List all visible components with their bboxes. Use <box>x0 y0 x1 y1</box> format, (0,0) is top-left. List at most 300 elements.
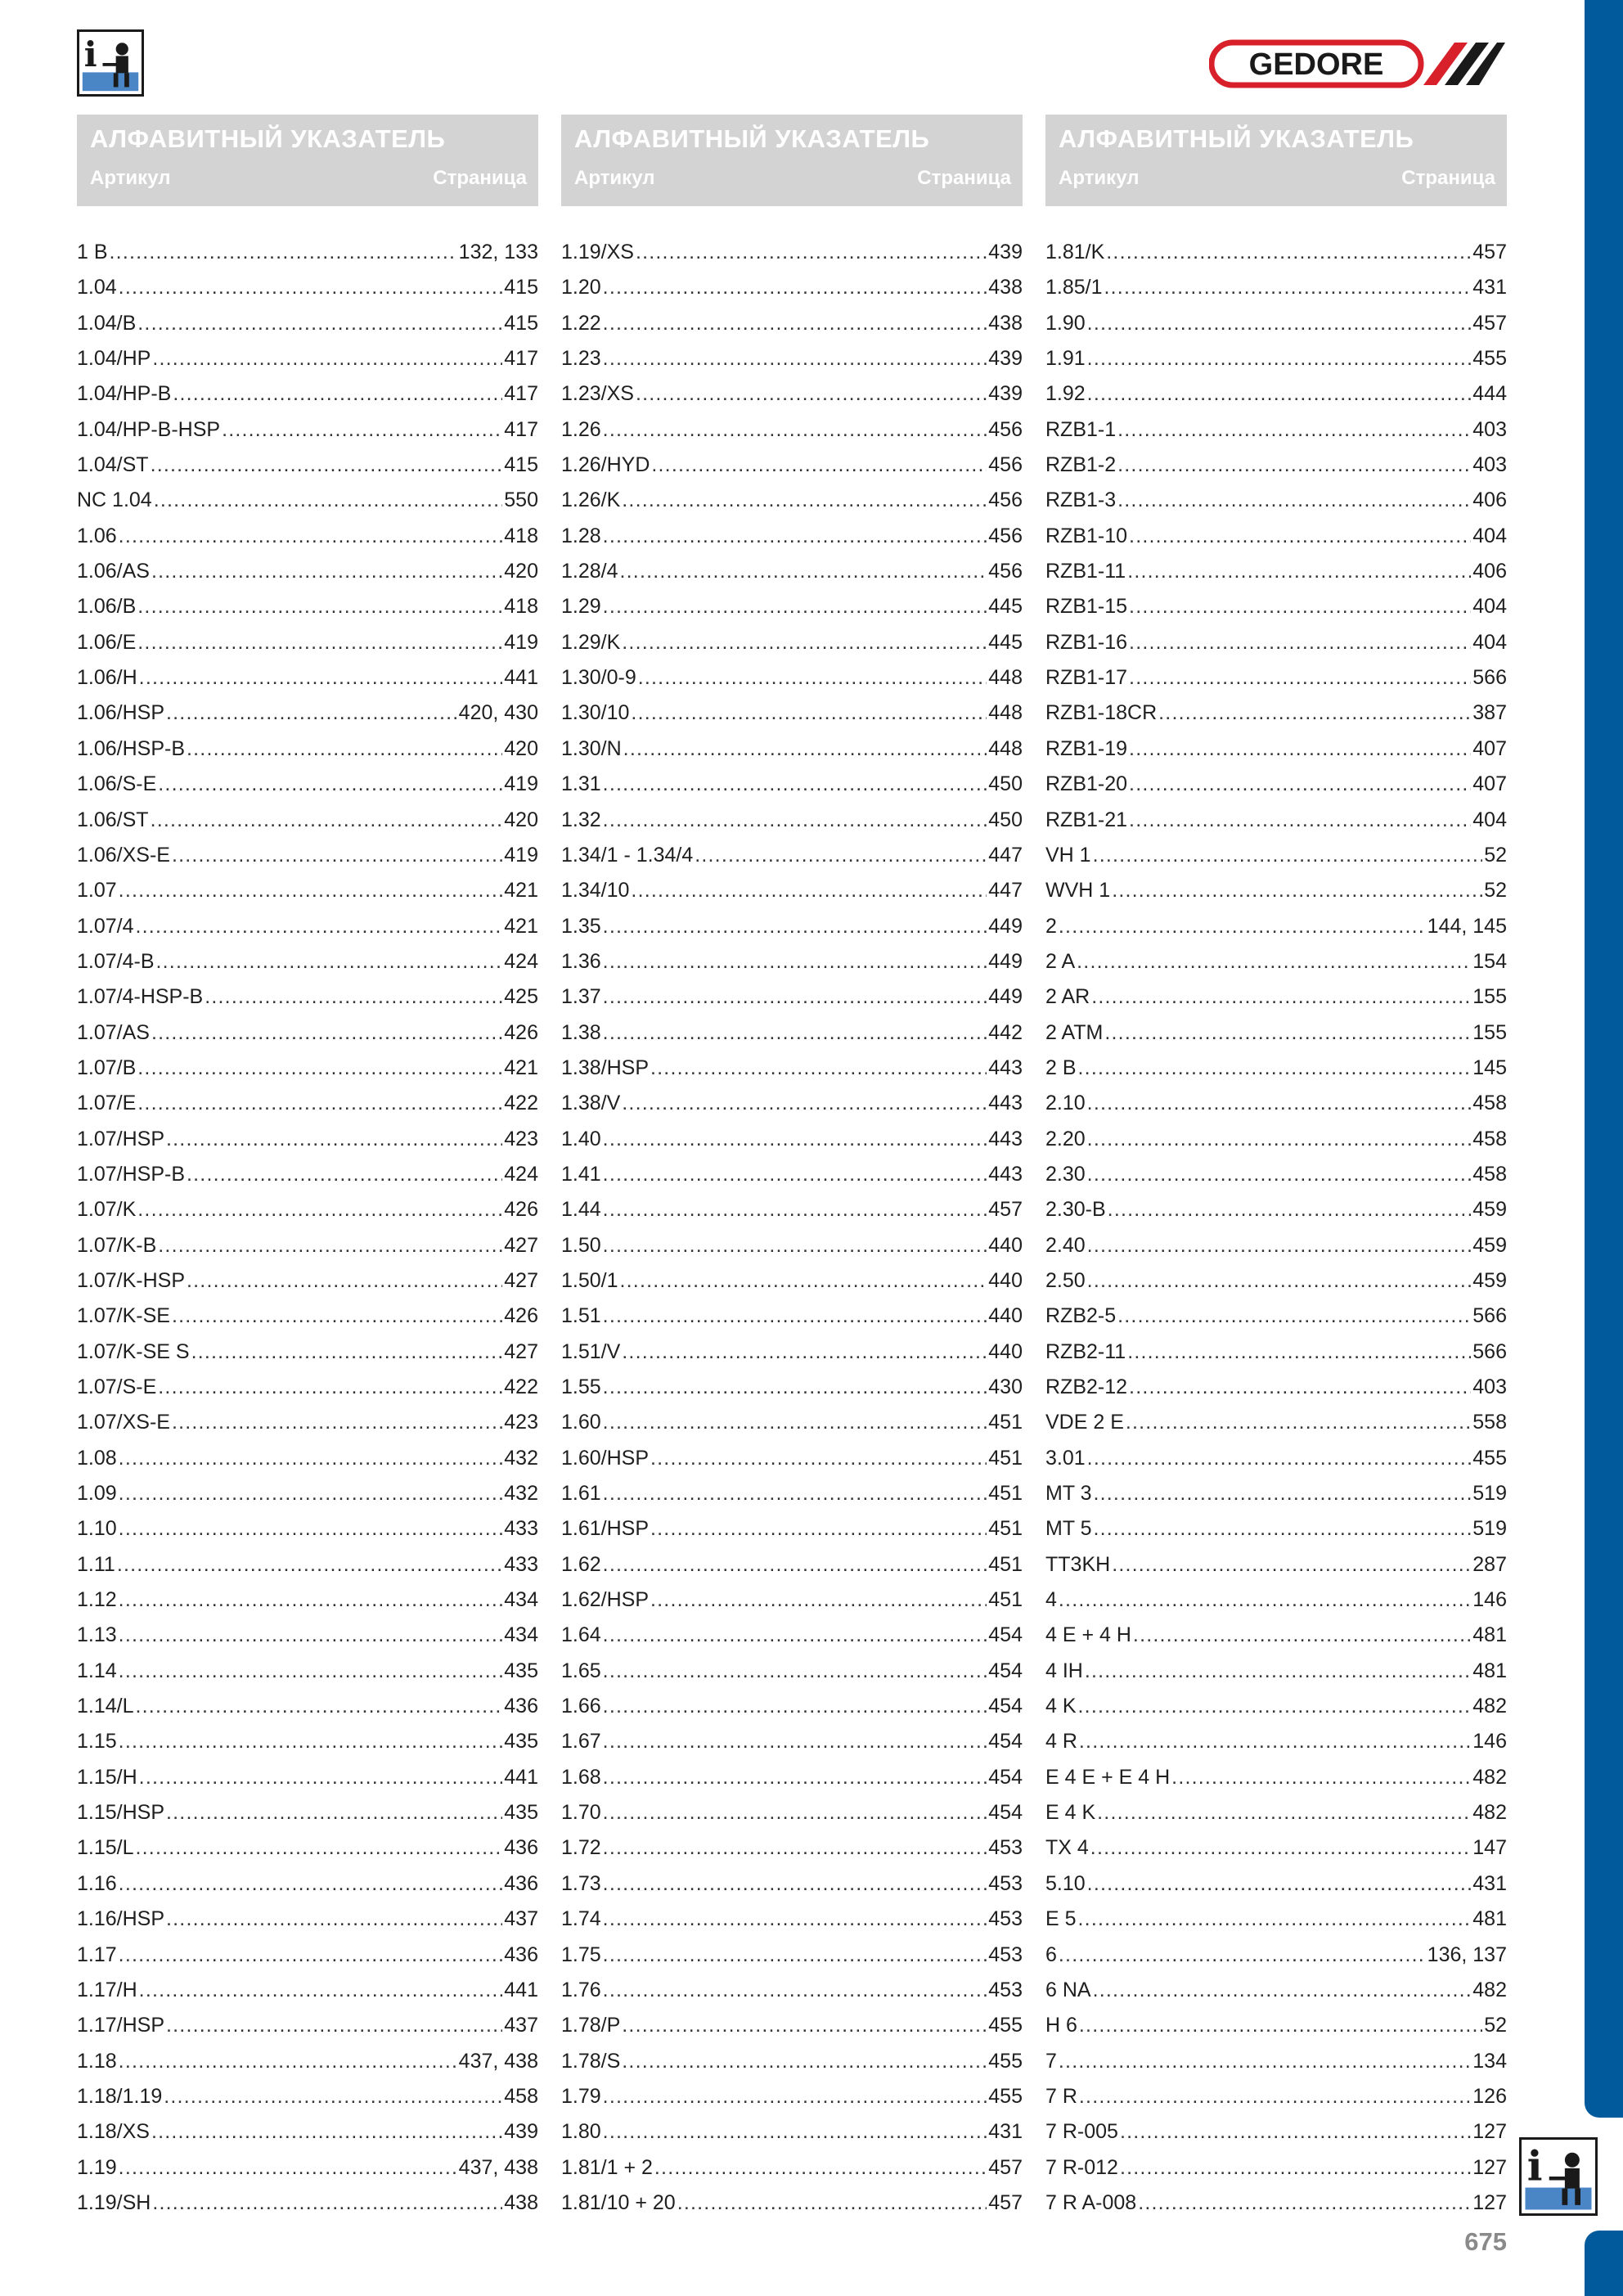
index-entry <box>561 1192 1023 1227</box>
page-reference: 422 <box>504 1375 538 1398</box>
page-reference: 437 <box>504 2014 538 2037</box>
dot-leader <box>158 1228 502 1263</box>
dot-leader <box>137 625 502 660</box>
page-reference: 423 <box>504 1127 538 1150</box>
dot-leader <box>1087 341 1472 376</box>
article-number: 1.07/E <box>77 1092 137 1115</box>
dot-leader <box>1117 1299 1471 1334</box>
index-entry <box>77 1122 538 1157</box>
index-entry <box>1045 306 1507 341</box>
index-entry <box>1045 1866 1507 1902</box>
article-number: 1.04/B <box>77 311 137 335</box>
article-number: RZB1-17 <box>1045 666 1128 690</box>
index-entry <box>1045 589 1507 624</box>
index-entry <box>561 1618 1023 1653</box>
page-reference: 145 <box>1472 1056 1507 1079</box>
index-entry <box>561 803 1023 838</box>
index-entry <box>561 1582 1023 1618</box>
dot-leader <box>1078 1902 1472 1937</box>
article-number: 1.06/E <box>77 630 137 654</box>
article-number: RZB1-1 <box>1045 417 1117 441</box>
article-number: 1.19/XS <box>561 241 634 263</box>
index-entry <box>1045 2186 1507 2221</box>
dot-leader <box>119 1441 503 1476</box>
index-entry <box>561 1370 1023 1405</box>
dot-leader <box>1087 1122 1472 1157</box>
index-entry <box>561 625 1023 660</box>
index-entry <box>561 1157 1023 1192</box>
article-number: 1.15/HSP <box>77 1801 165 1825</box>
page-reference: 147 <box>1472 1836 1507 1860</box>
dot-leader <box>172 1405 502 1440</box>
article-number: 1.07/4-HSP-B <box>77 985 204 1009</box>
dot-leader <box>603 519 987 554</box>
article-number: 1.19 <box>77 2155 117 2179</box>
index-entry <box>561 1405 1023 1440</box>
article-number: 2 <box>1045 914 1057 938</box>
article-number: 1.62/HSP <box>561 1588 650 1612</box>
dot-leader <box>603 1157 987 1192</box>
article-number: 1.44 <box>561 1198 601 1222</box>
page-reference: 427 <box>504 1233 538 1257</box>
index-entry <box>1045 1654 1507 1689</box>
column-header <box>1045 115 1507 206</box>
page-reference: 437 <box>504 1907 538 1931</box>
page-reference: 287 <box>1472 1552 1507 1576</box>
side-tab-bar <box>1585 0 1623 2118</box>
article-number: 1.15 <box>77 1730 117 1754</box>
dot-leader <box>154 483 503 518</box>
article-number: MT 3 <box>1045 1482 1092 1506</box>
page-reference: 566 <box>1472 1304 1507 1328</box>
index-entry <box>1045 1547 1507 1582</box>
index-entry <box>561 944 1023 979</box>
dot-leader <box>1129 625 1471 660</box>
index-entry <box>77 2044 538 2079</box>
index-entry <box>1045 554 1507 589</box>
article-number: RZB1-18CR <box>1045 701 1158 725</box>
page-reference: 440 <box>988 1304 1023 1328</box>
page-reference: 481 <box>1472 1907 1507 1931</box>
dot-leader <box>603 909 987 944</box>
index-entry <box>77 1654 538 1689</box>
index-entry <box>77 1689 538 1724</box>
dot-leader <box>139 1760 503 1795</box>
article-number: 1.06/HSP-B <box>77 736 186 760</box>
dot-leader <box>1120 2114 1471 2150</box>
dot-leader <box>119 270 503 305</box>
dot-leader <box>622 625 987 660</box>
page-reference: 443 <box>988 1127 1023 1150</box>
dot-leader <box>603 767 987 802</box>
index-entry <box>1045 979 1507 1015</box>
index-entry <box>77 838 538 873</box>
dot-leader <box>119 1476 503 1511</box>
article-number: 1.07/HSP-B <box>77 1162 186 1186</box>
page-reference: 424 <box>504 1162 538 1186</box>
article-number: E 5 <box>1045 1907 1077 1931</box>
dot-leader <box>603 1228 987 1263</box>
index-entry <box>77 1441 538 1476</box>
article-number: 1.50/1 <box>561 1268 618 1292</box>
article-number: 2 A <box>1045 949 1076 973</box>
article-number: 1.65 <box>561 1659 601 1682</box>
index-entry <box>1045 1618 1507 1653</box>
index-entry <box>1045 1795 1507 1830</box>
index-entry <box>1045 2150 1507 2186</box>
index-entry <box>1045 625 1507 660</box>
page-reference: 445 <box>988 595 1023 619</box>
page-reference: 455 <box>1472 347 1507 371</box>
index-entry <box>1045 1299 1507 1334</box>
page-reference: 456 <box>988 488 1023 512</box>
article-number: 1.06 <box>77 524 117 547</box>
article-number: 1.17/HSP <box>77 2014 165 2037</box>
article-number: 1.04/HP-B-HSP <box>77 417 221 441</box>
page-reference: 550 <box>504 488 538 512</box>
dot-leader <box>172 1299 502 1334</box>
page-reference: 443 <box>988 1092 1023 1115</box>
page-reference: 404 <box>1472 630 1507 654</box>
dot-leader <box>158 1370 502 1405</box>
index-entry <box>561 376 1023 412</box>
page-reference: 453 <box>988 1907 1023 1931</box>
page-reference: 448 <box>988 701 1023 725</box>
dot-leader <box>139 660 503 696</box>
article-number: 4 E + 4 H <box>1045 1623 1131 1647</box>
article-number: 1.38 <box>561 1020 601 1044</box>
dot-leader <box>603 2114 987 2150</box>
index-entry <box>77 1335 538 1370</box>
article-number: 1.18/1.19 <box>77 2084 163 2108</box>
index-entry <box>77 235 538 270</box>
index-entry <box>1045 1370 1507 1405</box>
article-number: 1.07/K-B <box>77 1233 157 1257</box>
index-entry <box>1045 235 1507 270</box>
column-label-page: Страница <box>433 167 527 189</box>
dot-leader <box>172 838 502 873</box>
article-number: 7 R <box>1045 2084 1077 2108</box>
column-label-article: Артикул <box>574 167 655 189</box>
article-number: 2.10 <box>1045 1092 1086 1115</box>
index-entry <box>1045 1830 1507 1866</box>
article-number: 1.06/S-E <box>77 772 157 796</box>
index-entry <box>1045 944 1507 979</box>
article-number: 1.30/0-9 <box>561 666 636 690</box>
article-number: 1.07/4-B <box>77 949 155 973</box>
page-reference: 451 <box>988 1552 1023 1576</box>
page-reference: 433 <box>504 1517 538 1541</box>
dot-leader <box>119 519 503 554</box>
page-reference: 481 <box>1472 1623 1507 1647</box>
page-reference: 440 <box>988 1339 1023 1363</box>
index-entry <box>561 1830 1023 1866</box>
article-number: 1.16/HSP <box>77 1907 165 1931</box>
page-reference: 52 <box>1484 879 1507 903</box>
page-reference: 558 <box>1472 1411 1507 1434</box>
page-reference: 127 <box>1472 2190 1507 2214</box>
article-number: 1.14 <box>77 1659 117 1682</box>
article-number: 2.20 <box>1045 1127 1086 1150</box>
article-number: 1.26/HYD <box>561 453 650 477</box>
page-reference: 456 <box>988 560 1023 583</box>
page-reference: 424 <box>504 949 538 973</box>
page-reference: 447 <box>988 879 1023 903</box>
page-reference: 439 <box>988 241 1023 263</box>
dot-leader <box>603 1689 987 1724</box>
article-number: 4 IH <box>1045 1659 1083 1682</box>
page-reference: 454 <box>988 1730 1023 1754</box>
article-number: 1.06/AS <box>77 560 150 583</box>
index-entry <box>1045 1263 1507 1299</box>
index-entry <box>77 803 538 838</box>
dot-leader <box>1077 944 1471 979</box>
article-number: 1.04/HP <box>77 347 151 371</box>
dot-leader <box>119 2044 457 2079</box>
index-entry <box>561 1902 1023 1937</box>
dot-leader <box>1120 2150 1471 2186</box>
article-number: RZB1-20 <box>1045 772 1128 796</box>
page-reference: 417 <box>504 382 538 406</box>
index-entry <box>77 660 538 696</box>
dot-leader <box>1112 873 1482 908</box>
index-column-1 <box>77 115 538 2221</box>
index-entry <box>561 1724 1023 1759</box>
dot-leader <box>603 1724 987 1759</box>
index-entry <box>561 1335 1023 1370</box>
page-reference: 459 <box>1472 1233 1507 1257</box>
article-number: RZB1-16 <box>1045 630 1128 654</box>
dot-leader <box>1158 696 1471 731</box>
page-reference: 438 <box>988 311 1023 335</box>
index-entry <box>77 2114 538 2150</box>
article-number: 4 K <box>1045 1695 1077 1718</box>
page-reference: 415 <box>504 276 538 299</box>
dot-leader <box>1133 1618 1471 1653</box>
dot-leader <box>119 1511 503 1546</box>
index-entry <box>77 1866 538 1902</box>
page-reference: 422 <box>504 1092 538 1115</box>
page-reference: 420 <box>504 808 538 831</box>
article-number: 1.17/H <box>77 1978 137 2001</box>
article-number: RZB1-11 <box>1045 560 1126 583</box>
index-entry <box>1045 1441 1507 1476</box>
index-entry <box>1045 1122 1507 1157</box>
article-number: VDE 2 E <box>1045 1411 1124 1434</box>
dot-leader <box>677 2186 987 2221</box>
dot-leader <box>1104 1015 1471 1051</box>
dot-leader <box>1090 1830 1471 1866</box>
page-reference: 420 <box>504 560 538 583</box>
index-entry <box>561 589 1023 624</box>
index-entry <box>561 1441 1023 1476</box>
dot-leader <box>137 306 502 341</box>
page-reference: 445 <box>988 630 1023 654</box>
index-entry <box>77 1938 538 1973</box>
dot-leader <box>119 1618 503 1653</box>
dot-leader <box>622 2008 987 2043</box>
index-entry <box>77 2186 538 2221</box>
page-reference: 136, 137 <box>1427 1943 1507 1966</box>
article-number: 1.07/B <box>77 1056 137 1079</box>
page-reference: 419 <box>504 630 538 654</box>
page-reference: 426 <box>504 1020 538 1044</box>
article-number: 1.78/P <box>561 2014 621 2037</box>
dot-leader <box>1059 1582 1471 1618</box>
side-tab-bar-bottom <box>1585 2231 1623 2296</box>
index-entry <box>77 625 538 660</box>
dot-leader <box>1091 979 1471 1015</box>
index-entry <box>1045 2044 1507 2079</box>
page-reference: 146 <box>1472 1730 1507 1754</box>
page-reference: 441 <box>504 666 538 690</box>
dot-leader <box>1093 1973 1472 2008</box>
page-reference: 434 <box>504 1623 538 1647</box>
article-number: 1.85/1 <box>1045 276 1103 299</box>
index-entry <box>561 1299 1023 1334</box>
article-number: 1.10 <box>77 1517 117 1541</box>
dot-leader <box>631 696 987 731</box>
article-number: 1.60 <box>561 1411 601 1434</box>
page-reference: 421 <box>504 1056 538 1079</box>
index-entry <box>561 1122 1023 1157</box>
page-reference: 418 <box>504 595 538 619</box>
index-entry <box>77 1511 538 1546</box>
index-entry <box>561 412 1023 448</box>
dot-leader <box>1059 1938 1426 1973</box>
index-entry <box>77 944 538 979</box>
page-reference: 449 <box>988 985 1023 1009</box>
page-reference: 407 <box>1472 736 1507 760</box>
dot-leader <box>650 1511 987 1546</box>
article-number: 1.07/S-E <box>77 1375 157 1398</box>
page-reference: 404 <box>1472 595 1507 619</box>
article-number: RZB1-2 <box>1045 453 1117 477</box>
article-number: 2.30-B <box>1045 1198 1106 1222</box>
page-reference: 404 <box>1472 808 1507 831</box>
index-entry <box>561 1866 1023 1902</box>
index-entry <box>561 2150 1023 2186</box>
article-number: 1.31 <box>561 772 601 796</box>
dot-leader <box>603 1795 987 1830</box>
index-entry <box>77 1015 538 1051</box>
page-reference: 432 <box>504 1482 538 1506</box>
dot-leader <box>603 1866 987 1902</box>
article-number: TT3KH <box>1045 1552 1111 1576</box>
article-number: 1.15/L <box>77 1836 134 1860</box>
page-reference: 146 <box>1472 1588 1507 1612</box>
dot-leader <box>1097 1795 1471 1830</box>
page-reference: 423 <box>504 1411 538 1434</box>
index-list <box>1045 235 1507 2221</box>
page-reference: 453 <box>988 1943 1023 1966</box>
index-entry <box>561 448 1023 483</box>
page-reference: 454 <box>988 1765 1023 1789</box>
index-entry <box>1045 2079 1507 2114</box>
page-reference: 435 <box>504 1801 538 1825</box>
dot-leader <box>603 1192 987 1227</box>
page-reference: 453 <box>988 1836 1023 1860</box>
page-reference: 453 <box>988 1871 1023 1895</box>
page-reference: 441 <box>504 1978 538 2001</box>
column-header <box>561 115 1023 206</box>
dot-leader <box>603 1370 987 1405</box>
dot-leader <box>117 1547 502 1582</box>
index-entry <box>1045 270 1507 305</box>
article-number: 7 <box>1045 2049 1057 2073</box>
page-reference: 437, 438 <box>458 2049 538 2073</box>
dot-leader <box>1129 803 1471 838</box>
dot-leader <box>603 1830 987 1866</box>
article-number: 1.60/HSP <box>561 1446 650 1470</box>
page-reference: 387 <box>1472 701 1507 725</box>
article-number: 1.50 <box>561 1233 601 1257</box>
dot-leader <box>137 589 502 624</box>
page-reference: 459 <box>1472 1268 1507 1292</box>
dot-leader <box>603 306 987 341</box>
index-entry <box>561 2079 1023 2114</box>
page-reference: 454 <box>988 1695 1023 1718</box>
article-number: 1.81/K <box>1045 241 1105 263</box>
page-reference: 459 <box>1472 1198 1507 1222</box>
page-reference: 482 <box>1472 1801 1507 1825</box>
page-reference: 144, 145 <box>1427 914 1507 938</box>
article-number: RZB1-19 <box>1045 736 1128 760</box>
index-entry <box>1045 732 1507 767</box>
index-entry <box>1045 1051 1507 1086</box>
index-entry <box>77 1157 538 1192</box>
dot-leader <box>137 1192 502 1227</box>
dot-leader <box>603 1618 987 1653</box>
index-entry <box>1045 909 1507 944</box>
article-number: E 4 K <box>1045 1801 1096 1825</box>
dot-leader <box>622 1335 987 1370</box>
page-reference: 447 <box>988 843 1023 867</box>
page-reference: 418 <box>504 524 538 547</box>
article-number: 1.37 <box>561 985 601 1009</box>
page-reference: 406 <box>1472 488 1507 512</box>
page-reference: 438 <box>504 2190 538 2214</box>
dot-leader <box>1087 1228 1472 1263</box>
article-number: 1 B <box>77 241 108 263</box>
dot-leader <box>622 483 987 518</box>
index-entry <box>77 909 538 944</box>
index-entry <box>77 1228 538 1263</box>
article-number: 1.08 <box>77 1446 117 1470</box>
article-number: 1.06/H <box>77 666 137 690</box>
article-number: RZB1-3 <box>1045 488 1117 512</box>
page-reference: 448 <box>988 736 1023 760</box>
dot-leader <box>1171 1760 1471 1795</box>
index-entry <box>561 2044 1023 2079</box>
article-number: 1.41 <box>561 1162 601 1186</box>
page-reference: 155 <box>1472 1020 1507 1044</box>
dot-leader <box>620 554 987 589</box>
dot-leader <box>650 1441 987 1476</box>
article-number: H 6 <box>1045 2014 1077 2037</box>
index-entry <box>77 2079 538 2114</box>
page-reference: 443 <box>988 1056 1023 1079</box>
index-entry <box>77 341 538 376</box>
article-number: 1.36 <box>561 949 601 973</box>
page-reference: 417 <box>504 417 538 441</box>
dot-leader <box>119 1654 503 1689</box>
article-number: 1.07/4 <box>77 914 134 938</box>
dot-leader <box>166 2008 502 2043</box>
article-number: 1.64 <box>561 1623 601 1647</box>
article-number: 1.06/B <box>77 595 137 619</box>
index-column-2 <box>561 115 1023 2221</box>
